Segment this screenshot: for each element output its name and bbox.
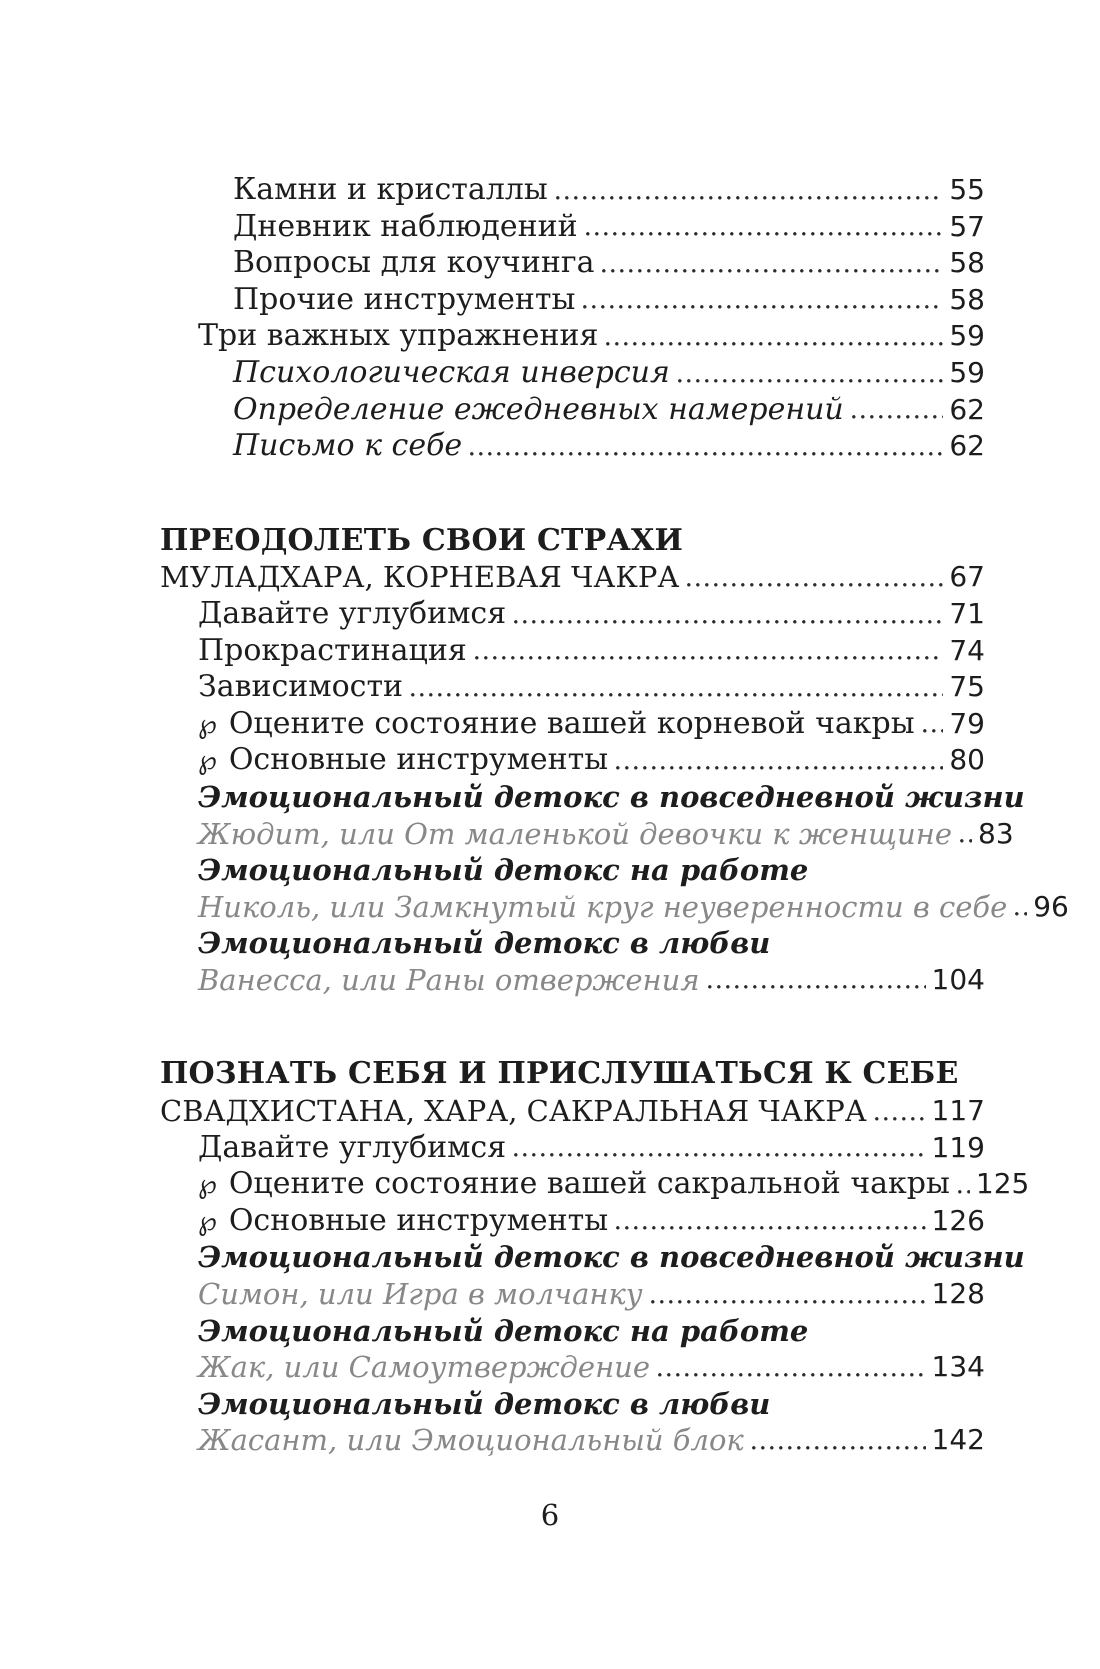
toc-entry-row — [160, 355, 985, 392]
toc-entry-text: Письмо к себе — [233, 428, 463, 464]
toc-entry-page-number: 62 — [949, 392, 985, 426]
toc-entry-label — [198, 1349, 650, 1386]
toc-entry-row — [160, 1386, 985, 1423]
toc-entry-label — [233, 282, 575, 319]
toc-entry-row — [160, 1093, 985, 1130]
pen-flourish-icon: ℘ — [198, 745, 217, 777]
dot-leader — [514, 596, 943, 633]
toc-section-heading: ПОЗНАТЬ СЕБЯ И ПРИСЛУШАТЬСЯ К СЕБЕ — [160, 1056, 959, 1092]
dot-leader — [651, 1276, 926, 1313]
dot-leader — [687, 559, 943, 596]
toc-entry-text: Вопросы для коучинга — [233, 245, 595, 281]
toc-entry-text: Эмоциональный детокс в любви — [198, 926, 771, 961]
toc-entry-row — [160, 816, 1014, 853]
toc-entry-row — [160, 669, 985, 706]
toc-entry-label — [198, 889, 1007, 926]
toc-entry-page-number: 80 — [949, 743, 985, 777]
toc-entry-page-number: 125 — [975, 1167, 1030, 1201]
dot-leader — [411, 669, 943, 706]
toc-entry-page-number: 57 — [949, 209, 985, 243]
toc-entry-row — [160, 1203, 985, 1240]
dot-leader — [752, 1422, 926, 1459]
toc-entry-page-number: 55 — [949, 173, 985, 206]
toc-entry-label — [198, 596, 506, 633]
toc-entry-text: Оцените состояние вашей сакральной чакры — [228, 1166, 950, 1202]
dot-leader — [583, 282, 943, 319]
toc-entry-text: Прокрастинация — [198, 632, 467, 668]
toc-entry-page-number: 142 — [931, 1423, 985, 1457]
toc-entry-label — [198, 1422, 744, 1459]
dot-leader — [602, 245, 943, 282]
dot-leader — [475, 633, 944, 670]
toc-entry-text: Жасант, или Эмоциональный блок — [198, 1423, 744, 1458]
toc-entry-row — [160, 282, 985, 319]
toc-entry-label — [233, 209, 578, 246]
toc-entry-row — [160, 1239, 1025, 1276]
toc-entry-row — [160, 1130, 985, 1167]
toc-entry-page-number: 134 — [931, 1350, 985, 1384]
dot-leader — [875, 1093, 926, 1130]
toc-entry-label — [198, 925, 770, 962]
toc-entry-label — [198, 1276, 643, 1313]
toc-entry-label — [198, 1239, 1025, 1276]
toc-entry-page-number: 117 — [931, 1094, 985, 1128]
toc-entry-page-number: 104 — [931, 962, 985, 996]
dot-leader — [1015, 889, 1027, 926]
dot-leader — [958, 1166, 970, 1203]
toc-section-heading: ПРЕОДОЛЕТЬ СВОИ СТРАХИ — [160, 522, 683, 558]
toc-entry-text: Эмоциональный детокс в повседневной жизни — [198, 779, 1025, 814]
toc-entry-text: Три важных упражнения — [198, 318, 599, 354]
dot-leader — [960, 816, 972, 853]
toc-entry-text: Давайте углубимся — [198, 1129, 507, 1165]
toc-entry-text: Жюдит, или От маленькой девочки к женщине — [198, 816, 953, 851]
page-footer — [0, 1498, 1100, 1532]
toc-entry-page-number: 58 — [949, 246, 985, 280]
toc-entry-text: Оцените состояние вашей корневой чакры — [228, 705, 915, 741]
toc-entry-text: Прочие инструменты — [233, 281, 576, 317]
toc-entry-row — [160, 889, 1069, 926]
toc-section — [160, 172, 985, 465]
pen-flourish-icon: ℘ — [198, 708, 217, 740]
toc-entry-label — [198, 1313, 808, 1350]
toc-entry-row — [160, 428, 985, 465]
toc-entry-label — [198, 742, 608, 779]
toc-entry-label — [233, 392, 844, 429]
toc-entry-page-number: 75 — [949, 670, 985, 704]
toc-entry-label — [233, 172, 548, 209]
folio-page-number: 6 — [540, 1498, 560, 1532]
toc-entry-row — [160, 172, 985, 209]
toc-entry-row — [160, 706, 985, 743]
toc-entry-label — [198, 852, 808, 889]
toc-entry-text: Николь, или Замкнутый круг неуверенности в себе — [198, 889, 1008, 924]
toc-entry-page-number: 79 — [949, 706, 985, 740]
toc-entry-text: Симон, или Игра в молчанку — [198, 1277, 643, 1312]
toc-entry-page-number: 83 — [978, 816, 1014, 850]
toc-section — [160, 1056, 1030, 1459]
pen-flourish-icon: ℘ — [198, 1169, 217, 1201]
toc-entry-page-number: 119 — [931, 1130, 985, 1164]
dot-leader — [678, 355, 944, 392]
toc-entry-text: Давайте углубимся — [198, 595, 507, 631]
dot-leader — [514, 1130, 925, 1167]
toc-entry-page-number: 96 — [1033, 889, 1069, 923]
toc-entry-label — [198, 706, 915, 743]
toc-entry-label — [160, 559, 679, 596]
toc-entry-text: СВАДХИСТАНА, ХАРА, САКРАЛЬНАЯ ЧАКРА — [160, 1094, 867, 1129]
toc-entry-row — [160, 1313, 985, 1350]
toc-entry-page-number: 59 — [949, 319, 985, 353]
toc-entry-label — [160, 1093, 867, 1130]
dot-leader — [556, 172, 944, 209]
toc-entry-label — [198, 1203, 608, 1240]
toc-entry-row — [160, 742, 985, 779]
toc-entry-row — [160, 1276, 985, 1313]
toc-entry-text: Зависимости — [198, 669, 404, 705]
toc-entry-text: Жак, или Самоутверждение — [198, 1350, 651, 1385]
toc-entry-row — [160, 633, 985, 670]
toc-entry-text: Основные инструменты — [228, 742, 609, 778]
toc-entry-page-number: 58 — [949, 282, 985, 316]
dot-leader — [658, 1349, 926, 1386]
toc-entry-row — [160, 779, 1025, 816]
toc-entry-label — [198, 816, 952, 853]
pen-flourish-icon: ℘ — [198, 1205, 217, 1237]
toc-entry-row — [160, 392, 985, 429]
toc-entry-label — [233, 355, 670, 392]
toc-entry-row — [160, 1166, 1030, 1203]
dot-leader — [923, 706, 944, 743]
toc-entry-text: Эмоциональный детокс на работе — [198, 1313, 809, 1348]
toc-entry-text: Камни и кристаллы — [233, 172, 548, 207]
toc-entry-page-number: 74 — [949, 633, 985, 667]
toc-entry-text: Эмоциональный детокс на работе — [198, 853, 809, 888]
toc-entry-label — [198, 962, 700, 999]
toc-entry-page-number: 67 — [949, 560, 985, 594]
toc-entry-page-number: 128 — [931, 1277, 985, 1311]
toc-entry-label — [198, 779, 1025, 816]
toc-entry-label — [233, 428, 462, 465]
toc-entry-label — [198, 1386, 770, 1423]
dot-leader — [470, 428, 943, 465]
toc-entry-label — [198, 669, 403, 706]
dot-leader — [616, 742, 943, 779]
toc-entry-row — [160, 245, 985, 282]
toc-entry-label — [198, 633, 467, 670]
toc-entry-text: Основные инструменты — [228, 1202, 609, 1238]
dot-leader — [606, 318, 943, 355]
dot-leader — [586, 209, 944, 246]
toc-entry-text: Определение ежедневных намерений — [233, 391, 844, 427]
toc-entry-row — [160, 962, 985, 999]
toc-entry-label — [198, 1130, 506, 1167]
dot-leader — [616, 1203, 925, 1240]
toc-entry-text: Психологическая инверсия — [233, 354, 670, 390]
toc-entry-row — [160, 209, 985, 246]
toc-entry-page-number: 126 — [931, 1203, 985, 1237]
toc-entry-text: МУЛАДХАРА, КОРНЕВАЯ ЧАКРА — [160, 560, 680, 595]
toc-entry-row — [160, 1422, 985, 1459]
toc-entry-text: Эмоциональный детокс в повседневной жизни — [198, 1240, 1025, 1275]
toc-entry-label — [198, 1166, 950, 1203]
toc-section — [160, 522, 1069, 999]
toc-entry-text: Дневник наблюдений — [233, 208, 578, 244]
toc-entry-row — [160, 1349, 985, 1386]
toc-entry-row — [160, 559, 985, 596]
toc-entry-label — [198, 318, 598, 355]
toc-entry-label — [233, 245, 594, 282]
toc-entry-page-number: 62 — [949, 429, 985, 463]
dot-leader — [708, 962, 926, 999]
toc-entry-row — [160, 925, 985, 962]
toc-entry-text: Эмоциональный детокс в любви — [198, 1386, 771, 1421]
toc-entry-row — [160, 852, 985, 889]
toc-entry-row — [160, 596, 985, 633]
toc-entry-page-number: 71 — [949, 596, 985, 630]
dot-leader — [852, 392, 944, 429]
toc-entry-row — [160, 318, 985, 355]
toc-entry-text: Ванесса, или Раны отвержения — [198, 962, 700, 997]
toc-entry-page-number: 59 — [949, 355, 985, 389]
